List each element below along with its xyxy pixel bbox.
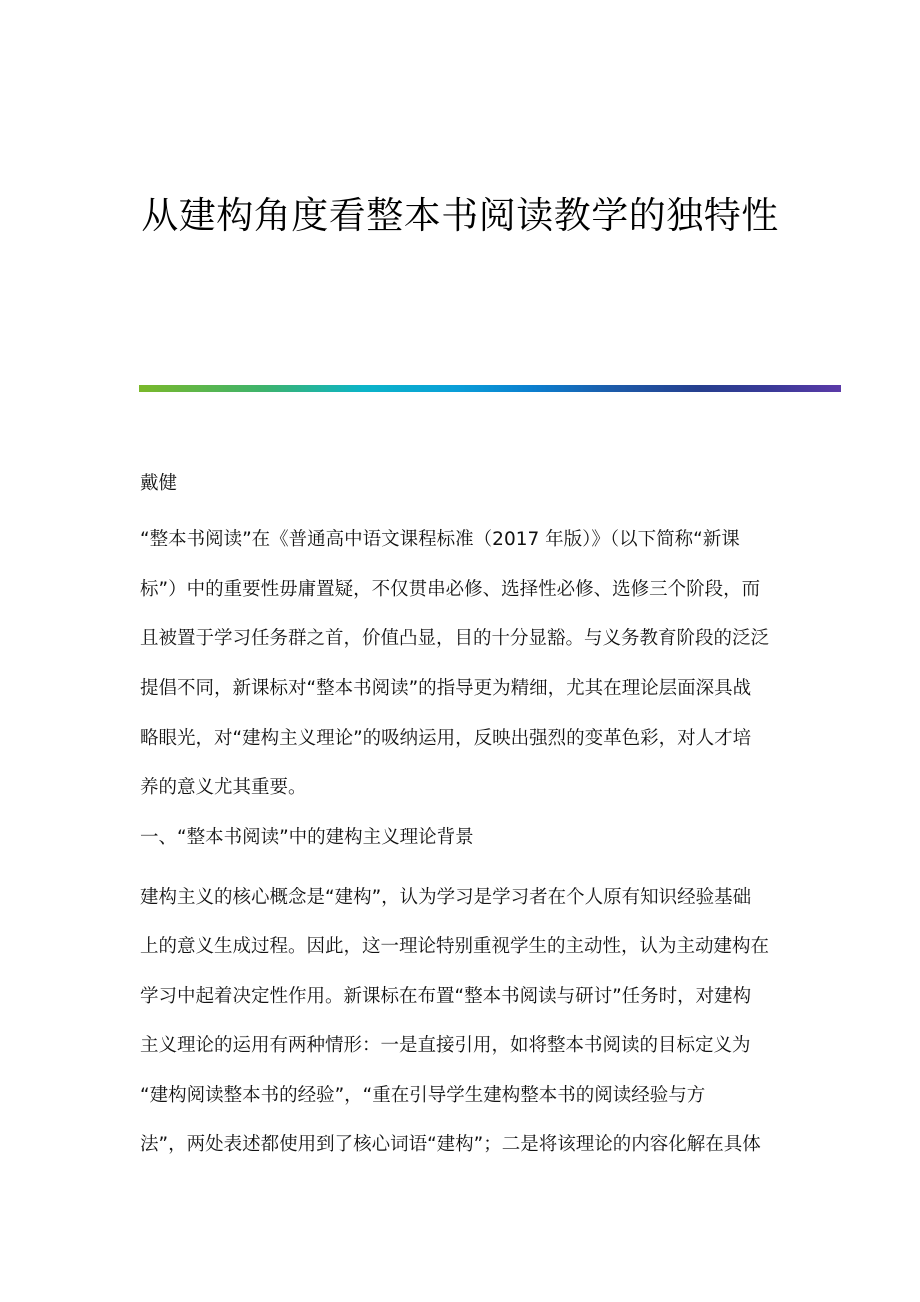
- paragraph-1-line-1: “整本书阅读”在《普通高中语文课程标准（2017 年版）》（以下简称“新课: [140, 529, 740, 550]
- paragraph-2-line-5: “建构阅读整本书的经验”，“重在引导学生建构整本书的阅读经验与方: [140, 1085, 706, 1106]
- paragraph-1-line-2: 标”）中的重要性毋庸置疑，不仅贯串必修、选择性必修、选修三个阶段，而: [140, 579, 761, 600]
- paragraph-2-line-1: 建构主义的核心概念是“建构”，认为学习是学习者在个人原有知识经验基础: [140, 887, 752, 908]
- paragraph-2-line-2: 上的意义生成过程。因此，这一理论特别重视学生的主动性，认为主动建构在: [140, 936, 770, 957]
- document-title: 从建构角度看整本书阅读教学的独特性: [141, 194, 779, 237]
- paragraph-1-line-5: 略眼光，对“建构主义理论”的吸纳运用，反映出强烈的变革色彩，对人才培: [140, 728, 752, 749]
- paragraph-2-line-4: 主义理论的运用有两种情形：一是直接引用，如将整本书阅读的目标定义为: [140, 1035, 751, 1056]
- paragraph-2-line-6: 法”，两处表述都使用到了核心词语“建构”；二是将该理论的内容化解在具体: [140, 1134, 761, 1155]
- paragraph-1-line-4: 提倡不同，新课标对“整本书阅读”的指导更为精细，尤其在理论层面深具战: [140, 678, 752, 699]
- paragraph-1-line-6: 养的意义尤其重要。: [140, 777, 307, 798]
- title-divider-gradient-bar: [139, 385, 841, 392]
- paragraph-1-line-3: 且被置于学习任务群之首，价值凸显，目的十分显豁。与义务教育阶段的泛泛: [140, 628, 770, 649]
- author-name: 戴健: [140, 473, 178, 494]
- section-heading-1: 一、“整本书阅读”中的建构主义理论背景: [140, 827, 474, 848]
- paragraph-2-line-3: 学习中起着决定性作用。新课标在布置“整本书阅读与研讨”任务时，对建构: [140, 986, 752, 1007]
